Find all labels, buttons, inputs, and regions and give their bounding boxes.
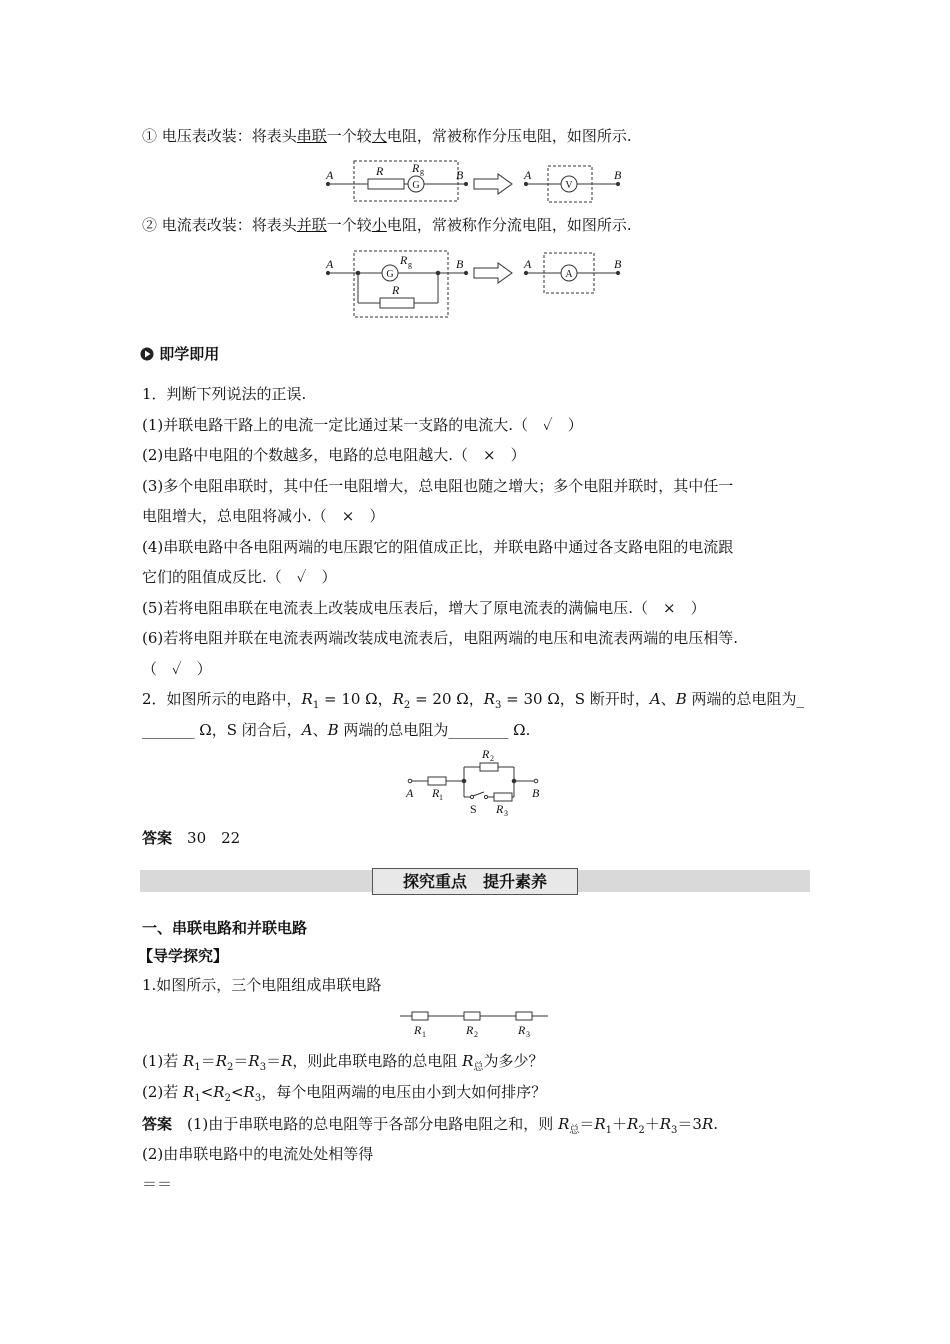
label-A2: A bbox=[524, 168, 532, 182]
label-R: R bbox=[376, 164, 384, 178]
q1-item: (2)电路中电阻的个数越多，电路的总电阻越大.（ × ） bbox=[142, 446, 526, 464]
resistor-R bbox=[380, 298, 414, 308]
svg-text:1: 1 bbox=[422, 1030, 426, 1039]
q1-item: (3)多个电阻串联时，其中任一电阻增大，总电阻也随之增大；多个电阻并联时，其中任一 bbox=[142, 477, 734, 495]
equation-line: ＝＝ bbox=[142, 1175, 173, 1193]
resistor-R3 bbox=[494, 793, 512, 801]
switch-S bbox=[473, 792, 484, 796]
svg-text:R: R bbox=[466, 1023, 474, 1037]
label-A: A bbox=[326, 168, 334, 182]
svg-text:R: R bbox=[414, 1023, 422, 1037]
svg-text:A: A bbox=[524, 257, 532, 271]
dashed-box bbox=[354, 161, 458, 201]
label-B2: B bbox=[614, 168, 622, 182]
p1-text: 1.如图所示，三个电阻组成串联电路 bbox=[142, 976, 382, 994]
guide-title: 【导学探究】 bbox=[138, 947, 229, 965]
q2-circuit-diagram bbox=[398, 745, 558, 820]
q2-line2: _______ Ω，S 闭合后，A、B 两端的总电阻为________ Ω. bbox=[142, 721, 531, 739]
svg-text:A: A bbox=[565, 269, 573, 280]
q1-item: 它们的阻值成反比.（ ✓ ） bbox=[142, 568, 337, 586]
play-circle-icon bbox=[140, 347, 154, 361]
q2-line1: 2．如图所示的电路中，$R_1 = 10$ Ω，$R_2 = 20$ Ω，$R_3 = 30$ Ω，S 断开时，A、B 两端的总电阻为_ bbox=[142, 690, 804, 711]
banner-title: 探究重点 提升素养 bbox=[372, 868, 578, 895]
ammeter-circuit-diagram bbox=[320, 245, 640, 325]
resistor-R3 bbox=[516, 1012, 532, 1020]
section-quick-heading: 即学即用 bbox=[140, 344, 219, 364]
q1-item: 电阻增大，总电阻将减小.（ × ） bbox=[142, 507, 385, 525]
svg-text:R: R bbox=[496, 802, 504, 816]
answer-1: 答案 30 22 bbox=[142, 829, 241, 847]
svg-text:A: A bbox=[406, 786, 414, 800]
svg-text:3: 3 bbox=[526, 1030, 530, 1039]
q1-item: (4)串联电路中各电阻两端的电压跟它的阻值成正比，并联电路中通过各支路电阻的电流跟 bbox=[142, 538, 734, 556]
svg-text:2: 2 bbox=[490, 754, 494, 763]
resistor-R2 bbox=[464, 1012, 480, 1020]
svg-text:B: B bbox=[532, 786, 540, 800]
svg-text:R: R bbox=[518, 1023, 526, 1037]
svg-text:S: S bbox=[470, 802, 477, 816]
svg-text:2: 2 bbox=[474, 1030, 478, 1039]
svg-text:R: R bbox=[400, 253, 408, 267]
svg-text:g: g bbox=[408, 260, 412, 269]
svg-text:G: G bbox=[386, 269, 394, 280]
svg-text:1: 1 bbox=[439, 793, 443, 802]
q1-stem: 1．判断下列说法的正误. bbox=[142, 385, 307, 403]
svg-text:R: R bbox=[392, 283, 400, 297]
svg-text:3: 3 bbox=[504, 809, 508, 818]
arrow-icon bbox=[474, 174, 512, 194]
voltmeter-circuit-diagram bbox=[320, 155, 640, 205]
resistor-R1 bbox=[412, 1012, 428, 1020]
answer-2: 答案 (1)由于串联电路的总电阻等于各部分电路电阻之和，则 $R_总=R_1+R_2+R_3=3R$. bbox=[142, 1115, 719, 1136]
arrow-icon bbox=[474, 263, 512, 283]
resistor-R2 bbox=[480, 763, 498, 771]
q1-item: (6)若将电阻并联在电流表两端改装成电流表后，电阻两端的电压和电流表两端的电压相等. bbox=[142, 629, 739, 647]
svg-text:R: R bbox=[432, 786, 440, 800]
resistor-R bbox=[368, 179, 404, 189]
ammeter-modification-text: ② 电流表改装：将表头并联一个较小电阻，常被称作分流电阻，如图所示. bbox=[142, 216, 632, 234]
svg-text:B: B bbox=[614, 257, 622, 271]
G-label: G bbox=[412, 180, 420, 191]
series-circuit-diagram bbox=[398, 1008, 558, 1040]
label-Rg: R bbox=[412, 161, 420, 175]
label-g-sub: g bbox=[420, 167, 424, 176]
svg-text:B: B bbox=[456, 257, 464, 271]
section1-title: 一、串联电路和并联电路 bbox=[142, 919, 308, 937]
label-B: B bbox=[456, 168, 464, 182]
sub-question-1: (1)若 $R_1=R_2=R_3=R$，则此串联电路的总电阻 $R_总$为多少？ bbox=[142, 1052, 544, 1073]
sub-question-2: (2)若 $R_1<R_2<R_3$，每个电阻两端的电压由小到大如何排序？ bbox=[142, 1083, 547, 1104]
resistor-R1 bbox=[428, 777, 446, 785]
V-label: V bbox=[565, 180, 573, 191]
q1-item: (1)并联电路干路上的电流一定比通过某一支路的电流大.（ ✓ ） bbox=[142, 416, 583, 434]
q1-item: （ ✓ ） bbox=[142, 660, 212, 678]
voltmeter-modification-text: ① 电压表改装：将表头串联一个较大电阻，常被称作分压电阻，如图所示. bbox=[142, 127, 632, 145]
answer-2-part2: (2)由串联电路中的电流处处相等得 bbox=[142, 1145, 374, 1163]
q1-item: (5)若将电阻串联在电流表上改装成电压表后，增大了原电流表的满偏电压.（ × ） bbox=[142, 599, 706, 617]
svg-text:R: R bbox=[482, 747, 490, 761]
svg-text:A: A bbox=[326, 257, 334, 271]
